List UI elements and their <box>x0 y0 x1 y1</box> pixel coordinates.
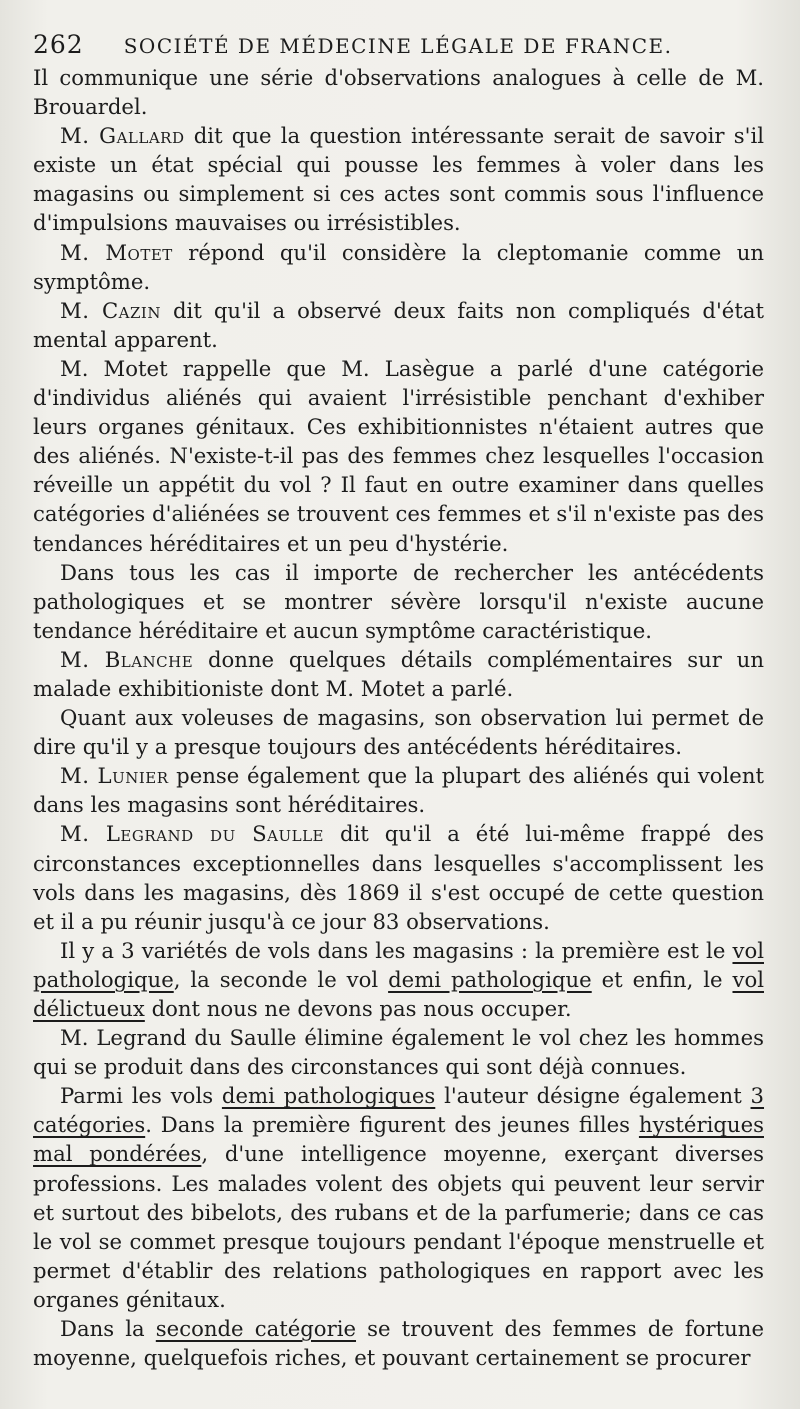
paragraph: Parmi les vols demi pathologiques l'auteur désigne également 3 catégories. Dans la première figurent des jeunes filles hystériques mal pondérées, d'une intelligence moyenne, exerçant diverses professions. Les malades volent des objets qui peuvent leur servir et surtout des bibelots, des rubans et de la parfumerie; dans ce cas le vol se commet presque toujours pendant l'époque menstruelle et permet d'établir des relations pathologiques en rapport avec les organes génitaux. <box>33 1083 765 1312</box>
running-title: SOCIÉTÉ DE MÉDECINE LÉGALE DE FRANCE. <box>123 34 673 58</box>
paragraph: M. Motet rappelle que M. Lasègue a parlé d'une catégorie d'individus aliénés qui avaient l'irrésistible penchant d'exhiber leurs organes génitaux. Ces exhibitionnistes n'étaient autres que des aliénés. N'existe-t-il pas des femmes chez lesquelles l'occasion réveille un appétit du vol ? Il faut en outre examiner dans quelles catégories d'aliénées se trouvent ces femmes et s'il n'existe pas des tendances héréditaires et un peu d'hystérie. <box>33 355 764 556</box>
paragraph-continuation: Il communique une série d'observations analogues à celle de M. Brouardel. <box>33 65 764 120</box>
paragraph: M. Lunier pense également que la plupart des aliénés qui volent dans les magasins sont héréditaires. <box>33 763 765 818</box>
underlined-term: vol délictueux <box>33 966 764 1021</box>
speaker-name: M. Legrand du Saulle <box>60 821 325 847</box>
underlined-term: 3 catégories <box>33 1083 765 1138</box>
paragraph: Dans tous les cas il importe de rechercher les antécédents pathologiques et se montrer sévère lorsqu'il n'existe aucune tendance héréditaire et aucun symptôme caractéristique. <box>33 559 764 643</box>
speaker-name: M. Blanche <box>60 646 194 672</box>
paragraph: M. Cazin dit qu'il a observé deux faits non compliqués d'état mental apparent. <box>33 297 764 352</box>
paragraph: M. Legrand du Saulle dit qu'il a été lui-même frappé des circonstances exceptionnelles dans lesquelles s'accomplissent les vols dans les magasins, dès 1869 il s'est occupé de cette question et il a pu réunir jusqu'à ce jour 83 observations. <box>33 821 764 934</box>
speaker-name: M. Gallard <box>60 123 185 149</box>
paragraph: M. Legrand du Saulle élimine également le vol chez les hommes qui se produit dans des circonstances qui sont déjà connues. <box>33 1025 764 1080</box>
page-header <box>33 30 764 59</box>
paragraph: M. Gallard dit que la question intéressante serait de savoir s'il existe un état spécial qui pousse les femmes à voler dans les magasins ou simplement si ces actes sont commis sous l'influence d'impulsions mauvaises ou irrésistibles. <box>33 123 765 236</box>
speaker-name: M. Motet <box>60 239 173 265</box>
underlined-term: demi pathologiques <box>221 1083 436 1109</box>
page-number: 262 <box>33 30 84 59</box>
paragraph: M. Blanche donne quelques détails complémentaires sur un malade exhibitioniste dont M. Motet a parlé. <box>33 646 764 701</box>
underlined-term: hystériques mal pondérées <box>33 1112 764 1167</box>
speaker-name: M. Lunier <box>60 763 169 789</box>
underlined-term: demi pathologique <box>388 966 592 992</box>
paragraph: Dans la seconde catégorie se trouvent des femmes de fortune moyenne, quelquefois riches, et pouvant certainement se procurer <box>33 1316 764 1371</box>
paragraph: Il y a 3 variétés de vols dans les magasins : la première est le vol pathologique, la seconde le vol demi pathologique et enfin, le vol délictueux dont nous ne devons pas nous occuper. <box>33 937 764 1021</box>
speaker-name: M. Cazin <box>60 297 161 323</box>
underlined-term: vol pathologique <box>33 937 764 992</box>
paragraph: M. Motet répond qu'il considère la cleptomanie comme un symptôme. <box>33 239 764 294</box>
body-text <box>33 63 764 1372</box>
underlined-term: seconde catégorie <box>155 1316 357 1342</box>
paragraph: Quant aux voleuses de magasins, son observation lui permet de dire qu'il y a presque toujours des antécédents héréditaires. <box>33 705 764 760</box>
